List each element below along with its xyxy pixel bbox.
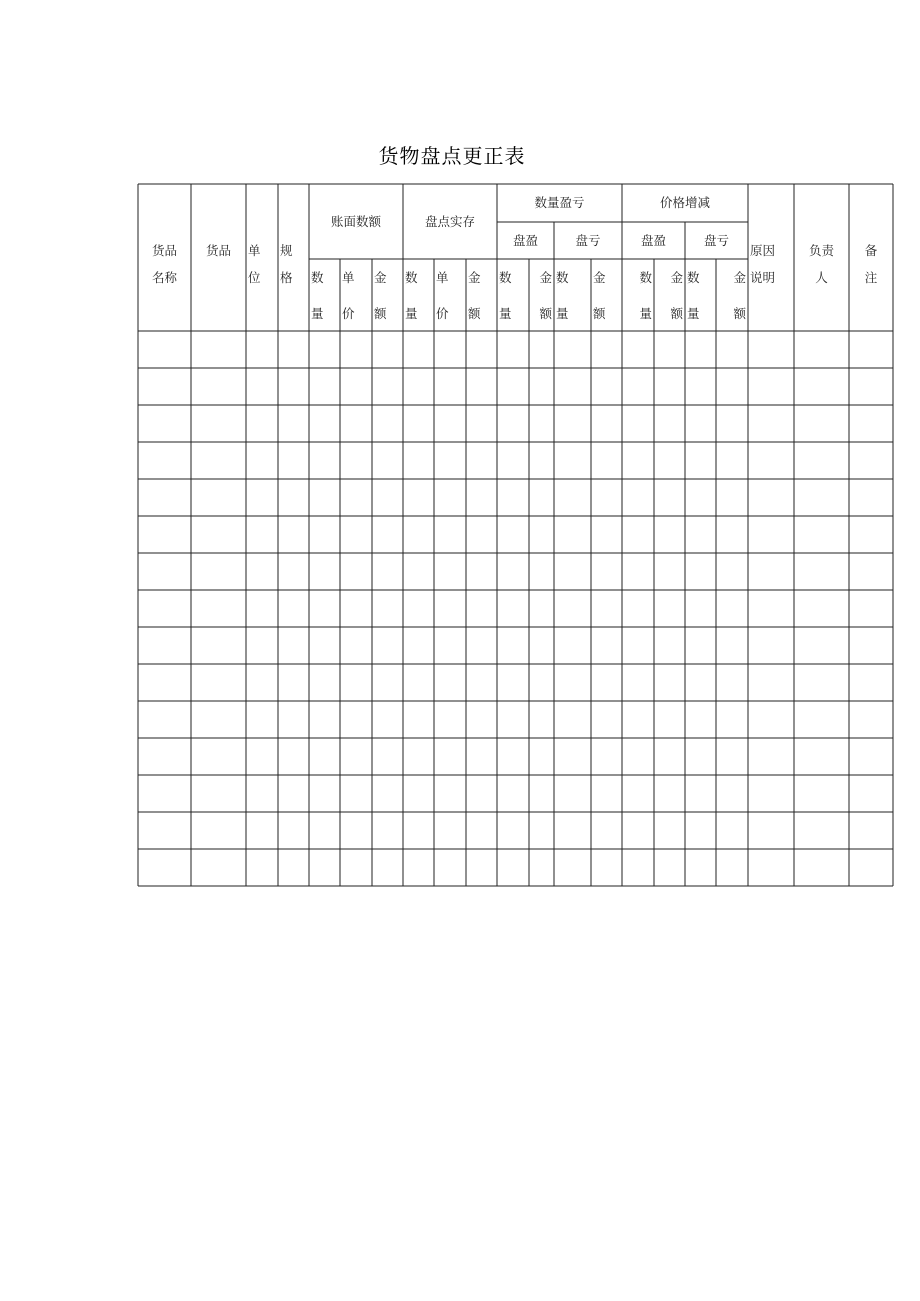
header-responsible-line2: 人	[815, 270, 828, 285]
header-leaf-amount-line2: 额	[374, 306, 387, 321]
header-price-surplus: 盘盈	[640, 233, 667, 248]
header-responsible-line1: 负责	[808, 243, 835, 258]
header-leaf-qty-line1: 数	[687, 270, 700, 285]
header-qty-diff: 数量盈亏	[534, 195, 585, 210]
header-leaf-amount-line1: 金	[374, 270, 387, 285]
header-leaf-amount-line2: 额	[733, 306, 746, 321]
header-leaf-qty-line1: 数	[499, 270, 512, 285]
header-leaf-amount-line1: 金	[733, 270, 746, 285]
header-actual-stock: 盘点实存	[424, 214, 476, 229]
header-unit-line1: 单	[248, 243, 261, 258]
header-remark-line2: 注	[864, 270, 878, 285]
header-leaf-qty-line2: 量	[687, 306, 700, 321]
header-spec-line1: 规	[280, 243, 293, 258]
header-leaf-qty-line1: 数	[556, 270, 569, 285]
header-reason-line1: 原因	[750, 243, 776, 258]
header-leaf-amount-line2: 额	[593, 306, 606, 321]
header-leaf-amount-line2: 额	[539, 306, 552, 321]
header-leaf-unit_price-line1: 单	[342, 270, 355, 285]
header-reason-line2: 说明	[750, 270, 776, 285]
header-leaf-qty-line1: 数	[639, 270, 652, 285]
header-leaf-amount-line2: 额	[468, 306, 481, 321]
header-leaf-unit_price-line2: 价	[436, 306, 449, 321]
header-leaf-unit_price-line1: 单	[436, 270, 449, 285]
header-leaf-qty-line1: 数	[405, 270, 418, 285]
header-leaf-qty-line2: 量	[556, 306, 569, 321]
header-leaf-amount-line1: 金	[539, 270, 552, 285]
header-price-loss: 盘亏	[703, 233, 730, 248]
header-leaf-amount-line1: 金	[468, 270, 481, 285]
header-goods-name-line1: 货品	[151, 243, 178, 258]
header-unit-line2: 位	[248, 270, 261, 285]
header-leaf-amount-line1: 金	[593, 270, 606, 285]
header-leaf-qty-line2: 量	[405, 306, 418, 321]
header-qty-loss: 盘亏	[575, 233, 601, 248]
header-leaf-amount-line1: 金	[670, 270, 683, 285]
header-price-change: 价格增减	[659, 195, 711, 210]
header-qty-surplus: 盘盈	[512, 233, 539, 248]
header-leaf-qty-line1: 数	[311, 270, 324, 285]
header-leaf-unit_price-line2: 价	[342, 306, 355, 321]
header-remark-line1: 备	[864, 243, 878, 258]
header-book-amount: 账面数额	[330, 214, 382, 229]
header-leaf-qty-line2: 量	[311, 306, 324, 321]
header-leaf-qty-line2: 量	[499, 306, 512, 321]
header-leaf-qty-line2: 量	[639, 306, 652, 321]
header-goods-name-line2: 名称	[151, 270, 178, 285]
header-leaf-amount-line2: 额	[670, 306, 683, 321]
page-title: 货物盘点更正表	[378, 144, 526, 168]
header-spec-line2: 格	[280, 270, 293, 285]
header-goods: 货品	[205, 243, 232, 258]
